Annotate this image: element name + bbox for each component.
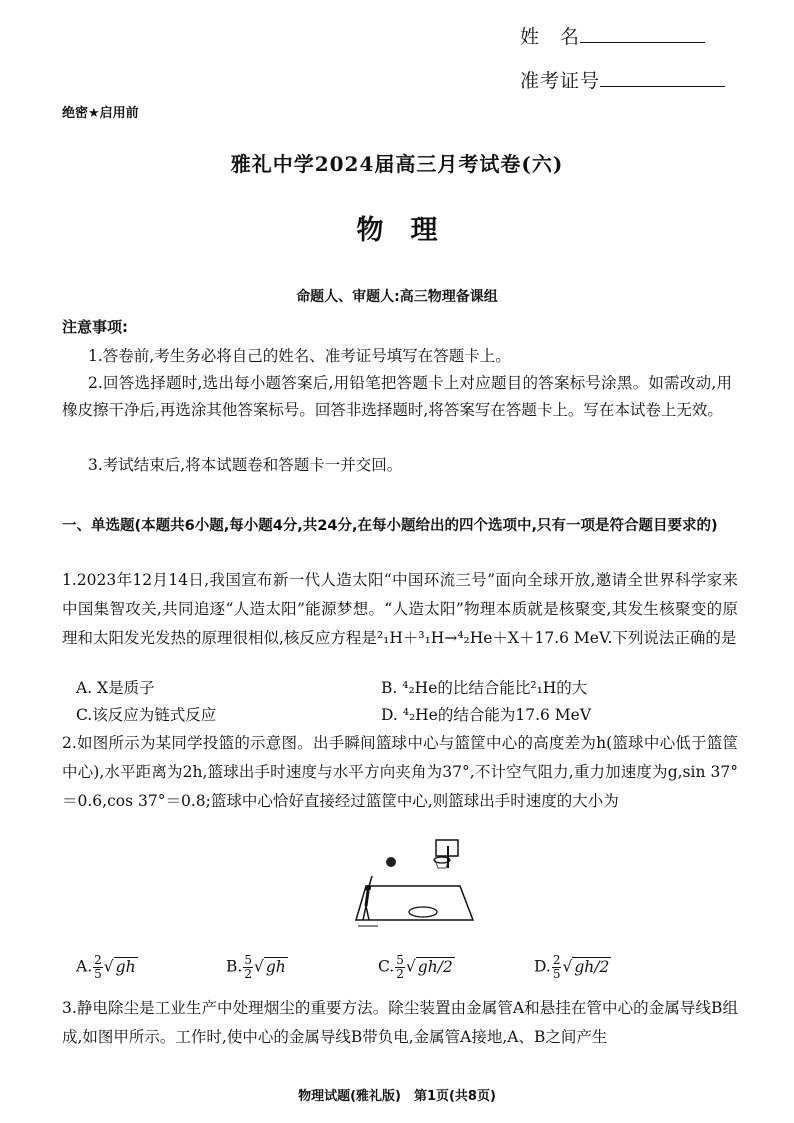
q2-option-a[interactable]: A. $\frac{2}{5}$ √ gh <box>76 953 136 981</box>
q2-option-b[interactable]: B. $\frac{5}{2}$ √ gh <box>226 953 286 981</box>
player-body <box>366 891 368 906</box>
basketball-figure <box>348 838 478 928</box>
q1-option-d[interactable]: D. ⁴₂He的结合能为17.6 MeV <box>381 706 592 724</box>
question-3: 3.静电除尘是工业生产中处理烟尘的重要方法。除尘装置由金属管A和悬挂在管中心的金属导线B组成,如图甲所示。工作时,使中心的金属导线B带负电,金属管A接地,A、B之间产生 <box>62 999 738 1046</box>
key-arc <box>409 907 437 917</box>
setter-line: 命题人、审题人:高三物理备课组 <box>296 289 498 305</box>
notice-item: 1.答卷前,考生务必将自己的姓名、准考证号填写在答题卡上。 <box>88 347 511 365</box>
q1-stem-end: .下列说法正确的是 <box>607 629 737 647</box>
page-footer: 物理试题(雅礼版) 第1页(共8页) <box>298 1089 496 1104</box>
ball <box>386 857 396 867</box>
q1-option-a[interactable]: A. X是质子 <box>76 679 155 697</box>
player-leg <box>366 906 369 920</box>
name-label: 姓 名 <box>520 26 581 48</box>
q1-option-b[interactable]: B. ⁴₂He的比结合能比²₁H的大 <box>381 679 588 697</box>
q2-option-c[interactable]: C. $\frac{5}{2}$ √ gh/2 <box>378 953 453 981</box>
question-2: 2.如图所示为某同学投篮的示意图。出手瞬间篮球中心与篮筐中心的高度差为h(篮球中心低于篮筐中心),水平距离为2h,篮球出手时速度与水平方向夹角为37°,不计空气阻力,重力加速度为g,sin 37°＝0.6,cos 37°＝0.8;篮球中心恰好直接经过篮筐中心,则篮球出手时速度的大小为 <box>62 734 738 810</box>
subject-title: 物 理 <box>356 215 438 246</box>
exam-id-field[interactable] <box>520 66 725 93</box>
court <box>356 886 473 920</box>
notice-item: 2.回答选择题时,选出每小题答案后,用铅笔把答题卡上对应题目的答案标号涂黑。如需改动,用橡皮擦干净后,再选涂其他答案标号。回答非选择题时,将答案写在答题卡上。写在本试卷上无效。 <box>62 374 732 419</box>
q2-option-d[interactable]: D. $\frac{2}{5}$ √ gh/2 <box>534 953 610 981</box>
secret-mark: 绝密★启用前 <box>62 106 139 121</box>
exam-id-label: 准考证号 <box>520 70 601 92</box>
section-heading: 一、单选题(本题共6小题,每小题4分,共24分,在每小题给出的四个选项中,只有一项是符合题目要求的) <box>62 518 718 534</box>
question-1 <box>62 566 738 653</box>
exam-title: 雅礼中学2024届高三月考试卷(六) <box>230 152 564 176</box>
q1-equation: ²₁H＋³₁H→⁴₂He＋X＋17.6 MeV <box>376 629 608 647</box>
notice-item: 3.考试结束后,将本试题卷和答题卡一并交回。 <box>88 456 403 474</box>
name-field[interactable] <box>520 22 705 49</box>
notice-heading: 注意事项: <box>62 318 128 336</box>
q1-option-c[interactable]: C.该反应为链式反应 <box>76 706 217 724</box>
player-leg <box>363 906 366 920</box>
q1-stem: 1.2023年12月14日,我国宣布新一代人造太阳“中国环流三号”面向全球开放,邀请全世界科学家来中国集智攻关,共同追逐“人造太阳”能源梦想。“人造太阳”物理本质就是核聚变,其发生核聚变的原理和太阳发光发热的原理很相似,核反应方程是 <box>62 571 738 647</box>
hoop-net <box>435 860 449 868</box>
